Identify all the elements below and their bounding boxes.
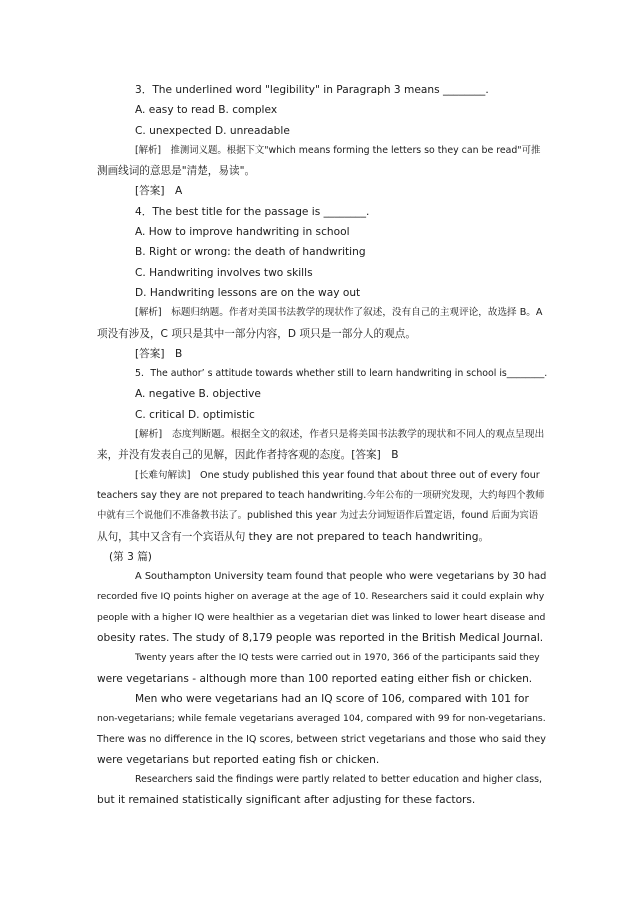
document-content: [97, 80, 547, 811]
question-4-analysis-line-1: [解析] 标题归纳题。作者对美国书法教学的现状作了叙述，没有自己的主观评论，故选择 B。A: [135, 307, 543, 319]
question-4-answer: [答案] B: [135, 347, 183, 360]
long-sentence-line-2: teachers say they are not prepared to teach handwriting.今年公布的一项研究发现，大约每四个教师: [97, 489, 545, 501]
question-3-analysis-line-1: [解析] 推测词义题。根据下文"which means forming the letters so they can be read"可推: [135, 144, 541, 156]
question-5-options-cd: C. critical D. optimistic: [135, 408, 255, 421]
question-5-analysis-line-2: 来，并没有发表自己的见解，因此作者持客观的态度。[答案] B: [97, 449, 399, 462]
question-3-stem: 3．The underlined word "legibility" in Paragraph 3 means ________.: [135, 84, 489, 96]
passage-p3-line-3: There was no difference in the IQ scores, between strict vegetarians and those who said they: [97, 733, 546, 745]
question-4-option-d: D. Handwriting lessons are on the way out: [135, 286, 361, 299]
passage-p1-line-1: A Southampton University team found that people who were vegetarians by 30 had: [135, 571, 547, 583]
long-sentence-line-4: 从句，其中又含有一个宾语从句 they are not prepared to teach handwriting。: [97, 530, 490, 543]
question-3-options-cd: C. unexpected D. unreadable: [135, 124, 290, 137]
passage-p2-line-1: Twenty years after the IQ tests were carried out in 1970, 366 of the participants said they: [135, 653, 540, 664]
question-4-option-b: B. Right or wrong: the death of handwriting: [135, 246, 366, 259]
passage-p3-line-1: Men who were vegetarians had an IQ score of 106, compared with 101 for: [135, 692, 529, 705]
question-3-answer: [答案] A: [135, 185, 183, 198]
question-3-options-ab: A. easy to read B. complex: [135, 104, 278, 117]
question-5-stem: 5．The author’ s attitude towards whether still to learn handwriting in school is________.: [135, 368, 548, 380]
question-5-analysis-line-1: [解析] 态度判断题。根据全文的叙述，作者只是将美国书法教学的现状和不同人的观点呈现出: [135, 429, 545, 441]
question-4-stem: 4．The best title for the passage is ________.: [135, 205, 370, 218]
long-sentence-line-1: [长难句解读] One study published this year found that about three out of every four: [135, 469, 540, 481]
passage-p4-line-1: Researchers said the findings were partly related to better education and higher class,: [135, 774, 542, 786]
passage-p3-line-2: non-vegetarians; while female vegetarians averaged 104, compared with 99 for non-vegetarians.: [97, 713, 546, 725]
passage-p3-line-4: were vegetarians but reported eating fish or chicken.: [97, 753, 380, 766]
passage-p4-line-2: but it remained statistically significant after adjusting for these factors.: [97, 794, 476, 807]
question-5-options-ab: A. negative B. objective: [135, 388, 261, 401]
passage-p1-line-4: obesity rates. The study of 8,179 people was reported in the British Medical Journal.: [97, 632, 544, 645]
question-3-analysis-line-2: 测画线词的意思是"清楚，易读"。: [97, 165, 256, 178]
question-4-analysis-line-2: 项没有涉及，C 项只是其中一部分内容，D 项只是一部分人的观点。: [97, 327, 416, 340]
passage-p1-line-3: people with a higher IQ were healthier as a vegetarian diet was linked to lower heart disease and: [97, 611, 546, 623]
passage-p2-line-2: were vegetarians - although more than 100 reported eating either fish or chicken.: [97, 672, 533, 685]
question-4-option-c: C. Handwriting involves two skills: [135, 266, 313, 279]
long-sentence-line-3: 中就有三个说他们不准备教书法了。published this year 为过去分词短语作后置定语，found 后面为宾语: [97, 510, 539, 522]
question-4-option-a: A. How to improve handwriting in school: [135, 226, 350, 239]
passage-p1-line-2: recorded five IQ points higher on average at the age of 10. Researchers said it could explain why: [97, 591, 545, 603]
section-title: (第 3 篇): [109, 550, 152, 563]
